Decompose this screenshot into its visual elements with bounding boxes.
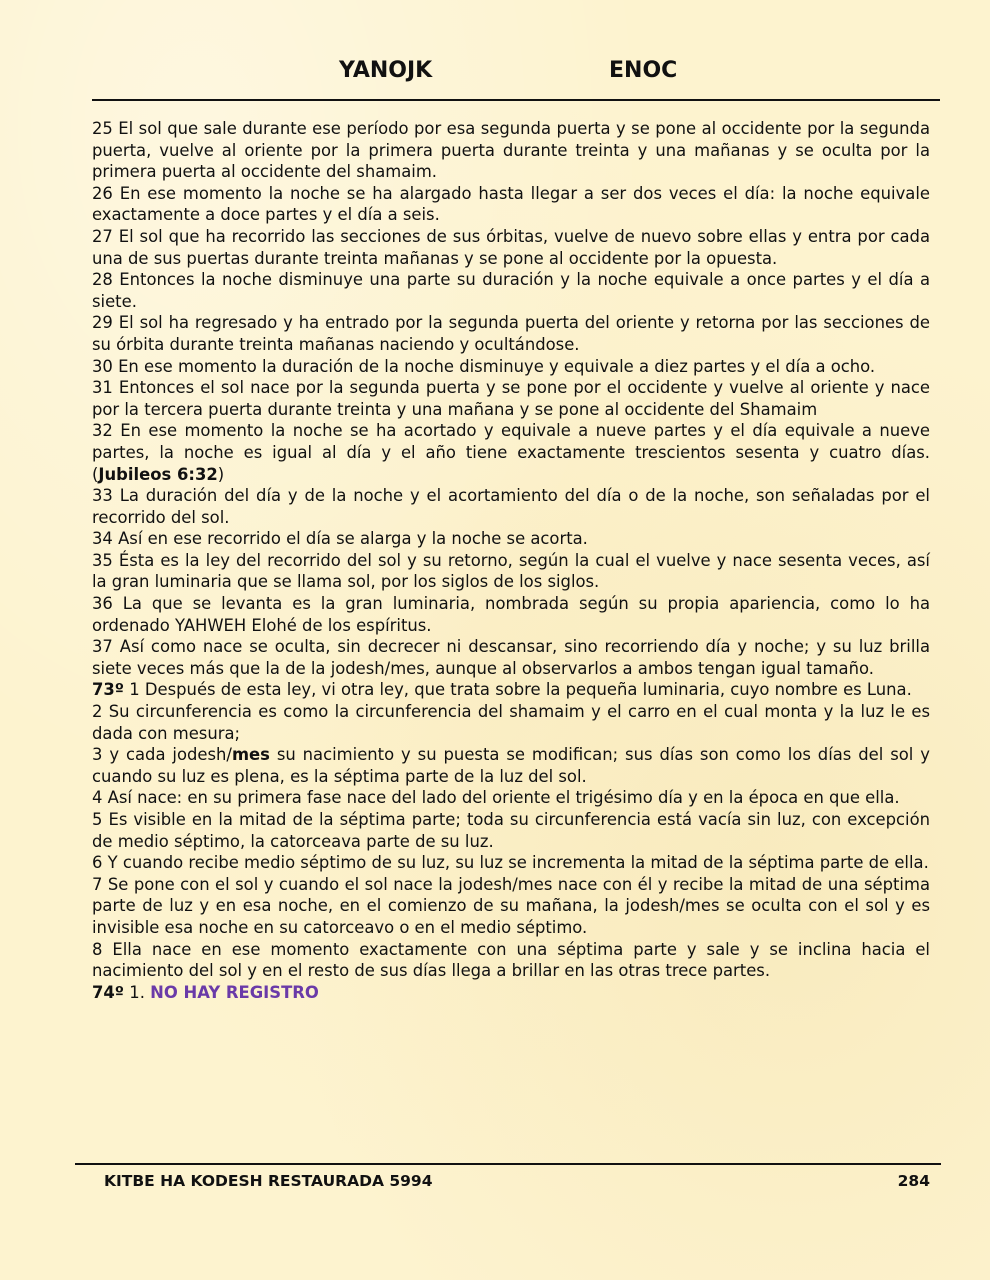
page-body: [92, 118, 930, 1003]
verse: 28 Entonces la noche disminuye una parte su duración y la noche equivale a once partes y el día a siete.: [92, 270, 930, 311]
book-title: KITBE HA KODESH RESTAURADA 5994: [104, 1172, 433, 1190]
verse: 33 La duración del día y de la noche y el acortamiento del día o de la noche, son señaladas por el recorrido del sol.: [92, 486, 930, 527]
verse: 37 Así como nace se oculta, sin decrecer ni descansar, sino recorriendo día y noche; y su luz brilla siete veces más que la de la jodesh/mes, aunque al observarlos a ambos tengan igual tamaño.: [92, 637, 930, 678]
verse: 6 Y cuando recibe medio séptimo de su luz, su luz se incrementa la mitad de la séptima parte de ella.: [92, 853, 929, 873]
verse: 29 El sol ha regresado y ha entrado por la segunda puerta del oriente y retorna por las secciones de su órbita durante treinta mañanas naciendo y ocultándose.: [92, 313, 930, 354]
verse: 27 El sol que ha recorrido las secciones de sus órbitas, vuelve de nuevo sobre ellas y entra por cada una de sus puertas durante treinta mañanas y se pone al occidente por la opuesta.: [92, 226, 930, 268]
verse: 2 Su circunferencia es como la circunferencia del shamaim y el carro en el cual monta y la luz le es dada con mesura;: [92, 702, 930, 743]
verse: 7 Se pone con el sol y cuando el sol nace la jodesh/mes nace con él y recibe la mitad de una séptima parte de luz y en esa noche, en el comienzo de su mañana, la jodesh/mes se oculta con el sol y es invisible esa noche en su catorceavo o en el medio séptimo.: [92, 874, 930, 937]
footer-divider: [75, 1163, 941, 1165]
verse: 3 y cada jodesh/mes su nacimiento y su puesta se modifican; sus días son como los días del sol y cuando su luz es plena, es la séptima parte de la luz del sol.: [92, 745, 930, 786]
chapter-74-verse-1: 74º 1. NO HAY REGISTRO: [92, 982, 319, 1002]
page-number: 284: [897, 1172, 930, 1190]
verse: 31 Entonces el sol nace por la segunda puerta y se pone por el occidente y vuelve al oriente y nace por la tercera puerta durante treinta y una mañana y se pone al occidente del Shamaim: [92, 378, 930, 419]
verse: 35 Ésta es la ley del recorrido del sol y su retorno, según la cual el vuelve y nace sesenta veces, así la gran luminaria que se llama sol, por los siglos de los siglos.: [92, 550, 930, 592]
header-title-left: YANOJK: [339, 58, 433, 83]
page-header: [92, 58, 940, 88]
verse: 25 El sol que sale durante ese período por esa segunda puerta y se pone al occidente por la segunda puerta, vuelve al oriente por la primera puerta durante treinta y una mañanas y se oculta por la primera puerta al occidente del shamaim.: [92, 119, 930, 182]
chapter-number: 74º: [92, 982, 125, 1002]
no-record-note: NO HAY REGISTRO: [150, 982, 319, 1002]
verse: 4 Así nace: en su primera fase nace del lado del oriente el trigésimo día y en la época en que ella.: [92, 788, 900, 808]
header-title-right: ENOC: [609, 58, 678, 83]
chapter-number: 73º: [92, 680, 125, 700]
chapter-73-verse-1: 73º 1 Después de esta ley, vi otra ley, que trata sobre la pequeña luminaria, cuyo nombre es Luna.: [92, 680, 912, 700]
verse: 5 Es visible en la mitad de la séptima parte; toda su circunferencia está vacía sin luz, con excepción de medio séptimo, la catorceava parte de su luz.: [92, 810, 930, 851]
verse: 34 Así en ese recorrido el día se alarga y la noche se acorta.: [92, 529, 588, 549]
verse: 26 En ese momento la noche se ha alargado hasta llegar a ser dos veces el día: la noche equivale exactamente a doce partes y el día a seis.: [92, 183, 930, 225]
verse: 32 En ese momento la noche se ha acortado y equivale a nueve partes y el día equivale a nueve partes, la noche es igual al día y el año tiene exactamente trescientos sesenta y cuatro días. (Jubileos 6:32): [92, 421, 930, 484]
verse: 30 En ese momento la duración de la noche disminuye y equivale a diez partes y el día a ocho.: [92, 356, 876, 376]
verse: 8 Ella nace en ese momento exactamente con una séptima parte y sale y se inclina hacia el nacimiento del sol y en el resto de sus días llega a brillar en las otras trece partes.: [92, 939, 930, 981]
verse: 36 La que se levanta es la gran luminaria, nombrada según su propia apariencia, como lo ha ordenado YAHWEH Elohé de los espíritus.: [92, 594, 930, 635]
header-divider: [92, 99, 940, 101]
scripture-reference: Jubileos 6:32: [98, 464, 218, 484]
